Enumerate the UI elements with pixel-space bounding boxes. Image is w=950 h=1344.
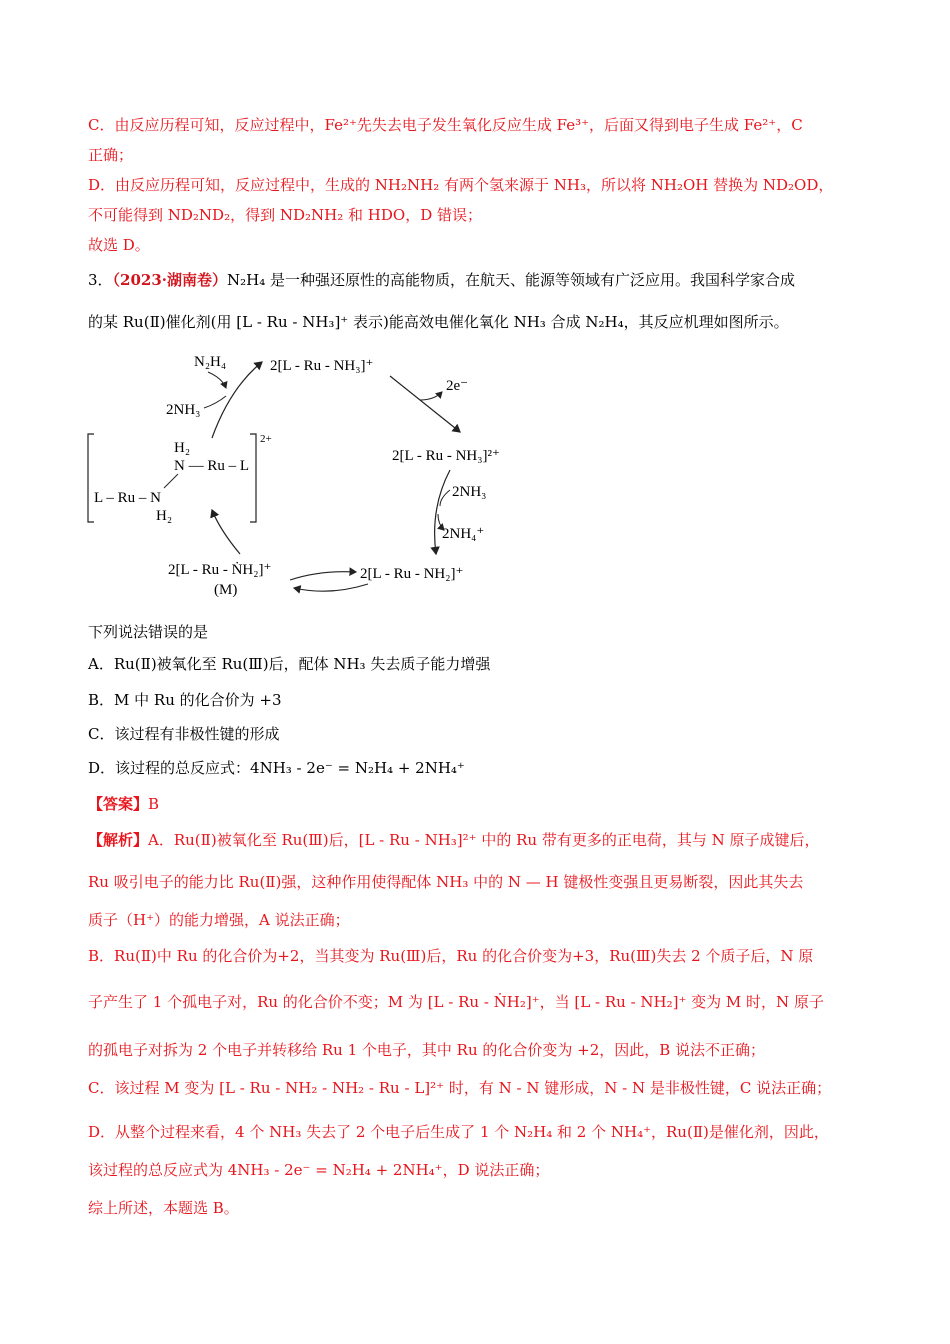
- analysis-d-line1: D．从整个过程来看，4 个 NH₃ 失去了 2 个电子后生成了 1 个 N₂H₄ 和 2 个 NH₄⁺，Ru(Ⅱ)是催化剂，因此，: [88, 1123, 829, 1141]
- analysis-d-line2: 该过程的总反应式为 4NH₃ - 2e⁻ = N₂H₄ + 2NH₄⁺，D 说法正确；: [88, 1161, 550, 1179]
- question-stem-line1: [88, 270, 795, 290]
- diagram-bottom-right-species: 2[L - Ru - NH₂]⁺: [360, 566, 464, 582]
- arrow-electron-loss: [420, 392, 442, 400]
- dimer-l-ru-n: L – Ru – N: [94, 490, 161, 506]
- arrow-nh3-right-enter: [440, 490, 450, 506]
- analysis-a-line2: Ru 吸引电子的能力比 Ru(Ⅱ)强，这种作用使得配体 NH₃ 中的 N — H 键极性变强且更易断裂，因此其失去: [88, 873, 804, 891]
- reaction-mechanism-diagram: [80, 348, 540, 608]
- diagram-n2h4-label: N₂H₄: [194, 354, 227, 370]
- diagram-m-label: (M): [214, 582, 238, 598]
- diagram-nh4-out-label: 2NH₄⁺: [442, 526, 485, 542]
- arrow-m-to-dimer: [212, 510, 240, 554]
- answer-value: B: [148, 795, 160, 813]
- diagram-nh3-right-label: 2NH₃: [452, 484, 487, 500]
- answer-line: [88, 794, 159, 814]
- analysis-b-line3: 的孤电子对拆为 2 个电子并转移给 Ru 1 个电子，其中 Ru 的化合价变为 +2，因此，B 说法不正确；: [88, 1041, 766, 1059]
- analysis-summary: 综上所述，本题选 B。: [88, 1199, 239, 1217]
- prev-analysis-d-line1: D．由反应历程可知，反应过程中，生成的 NH₂NH₂ 有两个氢来源于 NH₃，所以将 NH₂OH 替换为 ND₂OD，: [88, 176, 834, 194]
- arrow-equilibrium-back: [294, 584, 368, 591]
- analysis-a-line3: 质子（H⁺）的能力增强，A 说法正确；: [88, 911, 350, 929]
- diagram-nh3-in-label: 2NH₃: [166, 402, 201, 418]
- analysis-a-line1: [88, 830, 820, 850]
- dimer-bracket-right: [250, 434, 256, 522]
- diagram-minus-e-label: 2e⁻: [446, 378, 469, 394]
- diagram-bottom-left-species: 2[L - Ru - ṄH₂]⁺: [168, 562, 272, 578]
- dimer-h2-bottom: H₂: [156, 508, 173, 524]
- arrow-dimer-to-top: [212, 362, 262, 438]
- question-number: 3．: [88, 271, 113, 289]
- analysis-tag: 【解析】: [88, 831, 149, 849]
- arrow-equilibrium-forward: [290, 572, 356, 580]
- question-source: （2023·湖南卷）: [112, 271, 228, 289]
- analysis-b-line2: 子产生了 1 个孤电子对，Ru 的化合价不变；M 为 [L - Ru - ṄH₂]⁺，当 [L - Ru - NH₂]⁺ 变为 M 时，N 原子: [88, 993, 824, 1011]
- dimer-n-ru-l: N — Ru – L: [174, 458, 249, 474]
- option-a: A．Ru(Ⅱ)被氧化至 Ru(Ⅲ)后，配体 NH₃ 失去质子能力增强: [88, 655, 491, 673]
- dimer-n-n-bond: [164, 474, 178, 488]
- dimer-h2-top: H₂: [174, 440, 191, 456]
- diagram-top-species: 2[L - Ru - NH₃]⁺: [270, 358, 374, 374]
- prev-analysis-d-line2: 不可能得到 ND₂ND₂，得到 ND₂NH₂ 和 HDO，D 错误；: [88, 206, 482, 224]
- prev-analysis-conclusion: 故选 D。: [88, 236, 150, 254]
- arrow-n2h4-release: [208, 372, 226, 388]
- analysis-a-text1: A．Ru(Ⅱ)被氧化至 Ru(Ⅲ)后，[L - Ru - NH₃]²⁺ 中的 Ru 带有更多的正电荷，其与 N 原子成键后，: [148, 831, 820, 849]
- analysis-c-line: C．该过程 M 变为 [L - Ru - NH₂ - NH₂ - Ru - L]²⁺ 时，有 N - N 键形成，N - N 是非极性键，C 说法正确；: [88, 1079, 832, 1097]
- option-c: C．该过程有非极性键的形成: [88, 725, 280, 743]
- prev-analysis-c-line1: C．由反应历程可知，反应过程中，Fe²⁺先失去电子发生氧化反应生成 Fe³⁺，后面又得到电子生成 Fe²⁺，C: [88, 116, 803, 134]
- dimer-charge: 2+: [260, 433, 272, 445]
- dimer-bracket-left: [88, 434, 94, 522]
- question-prompt: 下列说法错误的是: [88, 623, 209, 641]
- option-d: D．该过程的总反应式：4NH₃ - 2e⁻ = N₂H₄ + 2NH₄⁺: [88, 759, 465, 777]
- answer-tag: 【答案】: [88, 795, 149, 813]
- arrow-nh3-enter: [204, 396, 226, 408]
- analysis-b-line1: B．Ru(Ⅱ)中 Ru 的化合价为+2，当其变为 Ru(Ⅲ)后，Ru 的化合价变为+3，Ru(Ⅲ)失去 2 个质子后，N 原: [88, 947, 814, 965]
- question-stem-line2: 的某 Ru(Ⅱ)催化剂(用 [L - Ru - NH₃]⁺ 表示)能高效电催化氧化 NH₃ 合成 N₂H₄，其反应机理如图所示。: [88, 313, 789, 331]
- question-stem-text1: N₂H₄ 是一种强还原性的高能物质，在航天、能源等领域有广泛应用。我国科学家合成: [227, 271, 796, 289]
- diagram-right-species: 2[L - Ru - NH₃]²⁺: [392, 448, 500, 464]
- prev-analysis-c-line2: 正确；: [88, 146, 134, 164]
- option-b: B．M 中 Ru 的化合价为 +3: [88, 691, 282, 709]
